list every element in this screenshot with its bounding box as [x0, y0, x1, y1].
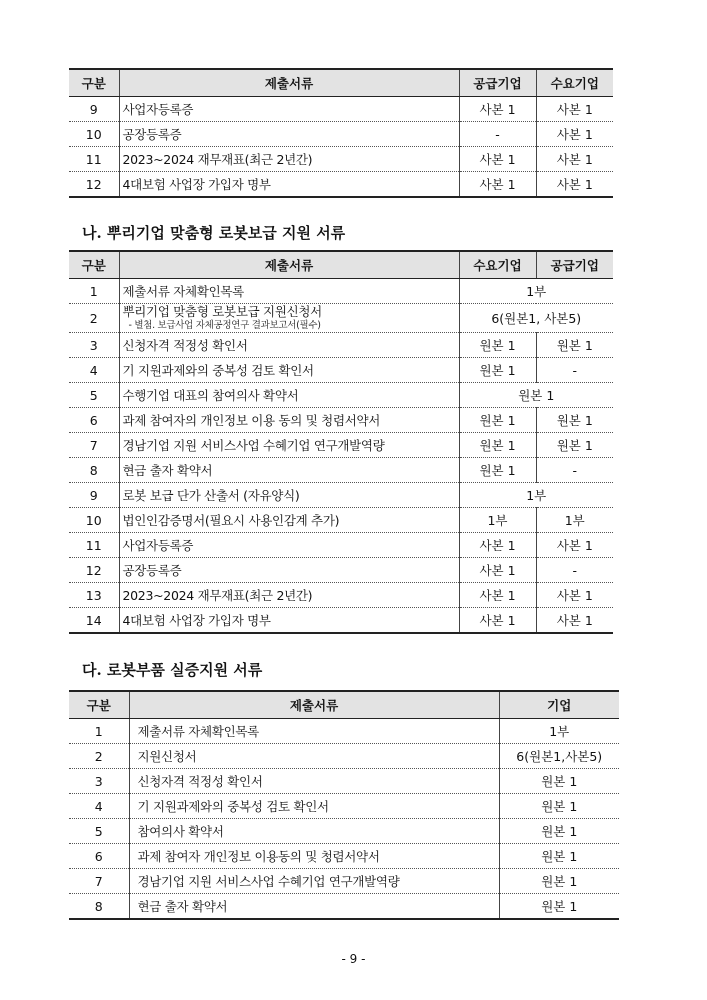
demand-copies: 원본 1	[459, 458, 536, 483]
document-name: 4대보험 사업장 가입자 명부	[119, 172, 459, 198]
document-name: 지원신청서	[129, 744, 499, 769]
root-industry-documents-table	[69, 250, 613, 634]
table-row	[69, 894, 619, 920]
supplier-copies: 사본 1	[459, 97, 536, 122]
shared-copies: 원본 1	[459, 383, 613, 408]
supplier-copies: 원본 1	[536, 433, 613, 458]
section-title-root-industry: 나. 뿌리기업 맞춤형 로봇보급 지원 서류	[82, 224, 346, 242]
header-demand: 수요기업	[536, 69, 613, 97]
supplier-copies: 1부	[536, 508, 613, 533]
supplier-copies: 원본 1	[536, 333, 613, 358]
table-row	[69, 608, 613, 634]
shared-copies: 1부	[459, 279, 613, 304]
row-number: 4	[69, 358, 119, 383]
row-number: 13	[69, 583, 119, 608]
document-name: 경남기업 지원 서비스사업 수혜기업 연구개발역량	[119, 433, 459, 458]
table-row	[69, 97, 613, 122]
table-row	[69, 533, 613, 558]
header-document: 제출서류	[129, 691, 499, 719]
robot-parts-documents-table	[69, 690, 619, 920]
demand-copies: 사본 1	[536, 97, 613, 122]
demand-copies: 원본 1	[459, 433, 536, 458]
table-row	[69, 869, 619, 894]
supplier-copies: 사본 1	[459, 147, 536, 172]
row-number: 9	[69, 97, 119, 122]
table-row	[69, 358, 613, 383]
document-name: 2023~2024 재무재표(최근 2년간)	[119, 583, 459, 608]
row-number: 12	[69, 172, 119, 198]
row-number: 2	[69, 304, 119, 333]
document-name: 공장등록증	[119, 558, 459, 583]
supplier-copies: 사본 1	[536, 583, 613, 608]
table-header-row	[69, 691, 619, 719]
header-supplier: 공급기업	[459, 69, 536, 97]
row-number: 1	[69, 719, 129, 744]
row-number: 1	[69, 279, 119, 304]
row-number: 6	[69, 844, 129, 869]
row-number: 9	[69, 483, 119, 508]
table-row	[69, 483, 613, 508]
table-row	[69, 583, 613, 608]
table-row	[69, 408, 613, 433]
table-row	[69, 819, 619, 844]
demand-copies: 사본 1	[536, 172, 613, 198]
row-number: 5	[69, 819, 129, 844]
table-row	[69, 844, 619, 869]
header-supplier: 공급기업	[536, 251, 613, 279]
header-no: 구분	[69, 691, 129, 719]
table-row	[69, 458, 613, 483]
table-header-row	[69, 251, 613, 279]
document-name: 사업자등록증	[119, 97, 459, 122]
demand-copies: 원본 1	[459, 408, 536, 433]
shared-copies: 1부	[459, 483, 613, 508]
company-copies: 1부	[499, 719, 619, 744]
company-copies: 원본 1	[499, 869, 619, 894]
document-name: 제출서류 자체확인목록	[119, 279, 459, 304]
supplier-copies: 사본 1	[536, 533, 613, 558]
row-number: 2	[69, 744, 129, 769]
demand-copies: 원본 1	[459, 358, 536, 383]
document-name: 신청자격 적정성 확인서	[119, 333, 459, 358]
document-name: 경남기업 지원 서비스사업 수혜기업 연구개발역량	[129, 869, 499, 894]
document-name: 수행기업 대표의 참여의사 확약서	[119, 383, 459, 408]
row-number: 7	[69, 433, 119, 458]
table-row	[69, 719, 619, 744]
row-number: 8	[69, 894, 129, 920]
table-row	[69, 122, 613, 147]
table-row	[69, 508, 613, 533]
row-number: 3	[69, 333, 119, 358]
header-document: 제출서류	[119, 69, 459, 97]
supplier-copies: -	[459, 122, 536, 147]
table-row	[69, 433, 613, 458]
demand-copies: 사본 1	[536, 122, 613, 147]
document-name: 법인인감증명서(필요시 사용인감계 추가)	[119, 508, 459, 533]
document-name: 2023~2024 재무재표(최근 2년간)	[119, 147, 459, 172]
document-name: 기 지원과제와의 중복성 검토 확인서	[119, 358, 459, 383]
header-demand: 수요기업	[459, 251, 536, 279]
row-number: 5	[69, 383, 119, 408]
table-row	[69, 147, 613, 172]
demand-copies: 사본 1	[459, 583, 536, 608]
supplier-copies: 사본 1	[459, 172, 536, 198]
demand-copies: 사본 1	[459, 608, 536, 634]
company-copies: 원본 1	[499, 819, 619, 844]
table-row	[69, 333, 613, 358]
supplier-copies: -	[536, 458, 613, 483]
row-number: 10	[69, 508, 119, 533]
table-header-row	[69, 69, 613, 97]
demand-copies: 사본 1	[459, 533, 536, 558]
document-name: 기 지원과제와의 중복성 검토 확인서	[129, 794, 499, 819]
document-name: 과제 참여자의 개인정보 이용 동의 및 청렴서약서	[119, 408, 459, 433]
supplier-copies: -	[536, 558, 613, 583]
table-row	[69, 383, 613, 408]
table-row	[69, 172, 613, 198]
document-name: 현금 출자 확약서	[129, 894, 499, 920]
demand-copies: 사본 1	[536, 147, 613, 172]
company-copies: 원본 1	[499, 769, 619, 794]
document-name: 현금 출자 확약서	[119, 458, 459, 483]
table-row	[69, 558, 613, 583]
header-no: 구분	[69, 251, 119, 279]
document-name: 사업자등록증	[119, 533, 459, 558]
supplier-copies: 사본 1	[536, 608, 613, 634]
demand-copies: 사본 1	[459, 558, 536, 583]
demand-copies: 1부	[459, 508, 536, 533]
document-name: 로봇 보급 단가 산출서 (자유양식)	[119, 483, 459, 508]
row-number: 8	[69, 458, 119, 483]
table-row	[69, 304, 613, 333]
document-name: 공장등록증	[119, 122, 459, 147]
table-row	[69, 769, 619, 794]
row-number: 10	[69, 122, 119, 147]
company-copies: 원본 1	[499, 894, 619, 920]
document-name	[119, 304, 459, 333]
row-number: 6	[69, 408, 119, 433]
company-copies: 원본 1	[499, 794, 619, 819]
header-company: 기업	[499, 691, 619, 719]
section-title-robot-parts: 다. 로봇부품 실증지원 서류	[82, 661, 263, 679]
demand-copies: 원본 1	[459, 333, 536, 358]
row-number: 3	[69, 769, 129, 794]
row-number: 7	[69, 869, 129, 894]
table-row	[69, 279, 613, 304]
header-no: 구분	[69, 69, 119, 97]
table-row	[69, 744, 619, 769]
document-name: 신청자격 적정성 확인서	[129, 769, 499, 794]
document-name: 과제 참여자 개인정보 이용동의 및 청렴서약서	[129, 844, 499, 869]
supplier-copies: 원본 1	[536, 408, 613, 433]
document-note: - 별첨. 보급사업 자체공정연구 결과보고서(필수)	[128, 320, 321, 331]
row-number: 11	[69, 533, 119, 558]
documents-table-continued	[69, 68, 613, 198]
document-name: 제출서류 자체확인목록	[129, 719, 499, 744]
company-copies: 6(원본1,사본5)	[499, 744, 619, 769]
company-copies: 원본 1	[499, 844, 619, 869]
page-number: - 9 -	[341, 952, 366, 966]
supplier-copies: -	[536, 358, 613, 383]
row-number: 14	[69, 608, 119, 634]
document-title: 뿌리기업 맞춤형 로봇보급 지원신청서	[122, 304, 322, 319]
row-number: 12	[69, 558, 119, 583]
row-number: 11	[69, 147, 119, 172]
shared-copies: 6(원본1, 사본5)	[459, 304, 613, 333]
header-document: 제출서류	[119, 251, 459, 279]
document-name: 참여의사 확약서	[129, 819, 499, 844]
row-number: 4	[69, 794, 129, 819]
document-name: 4대보험 사업장 가입자 명부	[119, 608, 459, 634]
table-row	[69, 794, 619, 819]
